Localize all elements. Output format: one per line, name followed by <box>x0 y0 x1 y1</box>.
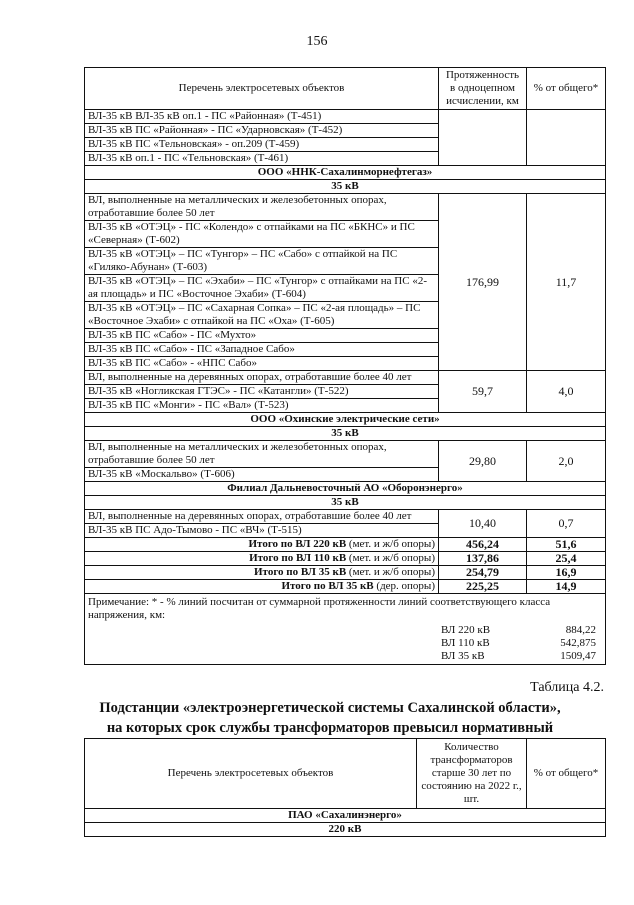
header-objects: Перечень электросетевых объектов <box>85 68 439 110</box>
total-length: 254,79 <box>439 566 527 580</box>
total-row <box>85 566 606 580</box>
line-cell: ВЛ, выполненные на металлических и железобетонных опорах, отработавшие более 50 лет <box>85 441 439 468</box>
caption-line: Подстанции «электроэнергетической системы Сахалинской области», <box>99 700 561 716</box>
percent-cell: 2,0 <box>527 441 606 482</box>
total-percent: 25,4 <box>527 552 606 566</box>
note-label: ВЛ 35 кВ <box>441 650 485 662</box>
note-label: ВЛ 220 кВ <box>441 624 491 636</box>
note-value-row <box>441 650 596 663</box>
voltage-class: 35 кВ <box>85 427 606 441</box>
total-percent: 51,6 <box>527 538 606 552</box>
line-cell: ВЛ-35 кВ ПС «Сабо» - «НПС Сабо» <box>85 357 439 371</box>
total-row <box>85 538 606 552</box>
total-row <box>85 552 606 566</box>
line-cell: ВЛ-35 кВ «ОТЭЦ» – ПС «Сахарная Сопка» – ПС «2-ая площадь» – ПС «Восточное Эхаби» с отпайкой на ПС «Оха» (Т-605) <box>85 302 439 329</box>
length-cell <box>439 110 527 166</box>
org-row <box>85 482 606 496</box>
line-cell: ВЛ-35 кВ ВЛ-35 кВ оп.1 - ПС «Районная» (Т-451) <box>85 110 439 124</box>
voltage-row <box>85 180 606 194</box>
line-cell: ВЛ-35 кВ «Москальво» (Т-606) <box>85 468 439 482</box>
org-name: Филиал Дальневосточный АО «Оборонэнерго» <box>85 482 606 496</box>
note-value: 1509,47 <box>560 650 596 662</box>
line-cell: ВЛ-35 кВ ПС «Сабо» - ПС «Западное Сабо» <box>85 343 439 357</box>
total-length: 456,24 <box>439 538 527 552</box>
header-length: Протяженность в одноцепном исчислении, км <box>439 68 527 110</box>
table-number: Таблица 4.2. <box>530 680 604 695</box>
percent-cell: 4,0 <box>527 371 606 413</box>
line-cell: ВЛ, выполненные на деревянных опорах, отработавшие более 40 лет <box>85 510 439 524</box>
table-row <box>85 441 606 468</box>
table-caption <box>60 698 600 738</box>
total-label: Итого по ВЛ 110 кВ (мет. и ж/б опоры) <box>85 552 439 566</box>
overhead-lines-table <box>84 67 606 665</box>
note-values <box>441 624 596 663</box>
length-cell: 10,40 <box>439 510 527 538</box>
voltage-row <box>85 823 606 837</box>
org-row <box>85 166 606 180</box>
org-row <box>85 413 606 427</box>
voltage-class: 35 кВ <box>85 180 606 194</box>
length-cell: 176,99 <box>439 194 527 371</box>
note-value-row <box>441 637 596 650</box>
line-cell: ВЛ, выполненные на деревянных опорах, отработавшие более 40 лет <box>85 371 439 385</box>
org-name: ПАО «Сахалинэнерго» <box>85 809 606 823</box>
percent-cell: 0,7 <box>527 510 606 538</box>
total-label: Итого по ВЛ 220 кВ (мет. и ж/б опоры) <box>85 538 439 552</box>
line-cell: ВЛ-35 кВ «ОТЭЦ» – ПС «Тунгор» – ПС «Сабо» с отпайкой на ПС «Гиляко-Абунан» (Т-603) <box>85 248 439 275</box>
note-cell <box>85 594 606 665</box>
table-row <box>85 371 606 385</box>
line-cell: ВЛ, выполненные на металлических и железобетонных опорах, отработавшие более 50 лет <box>85 194 439 221</box>
caption-line: на которых срок службы трансформаторов превысил нормативный <box>106 720 554 736</box>
note-row <box>85 594 606 665</box>
table-row <box>85 510 606 524</box>
table-header-row <box>85 68 606 110</box>
line-cell: ВЛ-35 кВ ПС «Сабо» - ПС «Мухто» <box>85 329 439 343</box>
length-cell: 29,80 <box>439 441 527 482</box>
org-name: ООО «Охинские электрические сети» <box>85 413 606 427</box>
org-row <box>85 809 606 823</box>
note-label: ВЛ 110 кВ <box>441 637 490 649</box>
table-row <box>85 110 606 124</box>
percent-cell: 11,7 <box>527 194 606 371</box>
substations-table <box>84 738 606 837</box>
line-cell: ВЛ-35 кВ ПС «Районная» - ПС «Ударновская» (Т-452) <box>85 124 439 138</box>
line-cell: ВЛ-35 кВ оп.1 - ПС «Тельновская» (Т-461) <box>85 152 439 166</box>
total-percent: 14,9 <box>527 580 606 594</box>
total-row <box>85 580 606 594</box>
note-value: 884,22 <box>565 624 596 636</box>
length-cell: 59,7 <box>439 371 527 413</box>
header-percent: % от общего* <box>527 739 606 809</box>
line-cell: ВЛ-35 кВ «Ногликская ГТЭС» - ПС «Катангли» (Т-522) <box>85 385 439 399</box>
line-cell: ВЛ-35 кВ ПС Адо-Тымово - ПС «ВЧ» (Т-515) <box>85 524 439 538</box>
page-number: 156 <box>306 34 328 49</box>
header-count: Количество трансформаторов старше 30 лет по состоянию на 2022 г., шт. <box>417 739 527 809</box>
voltage-class: 35 кВ <box>85 496 606 510</box>
line-cell: ВЛ-35 кВ ПС «Тельновская» - оп.209 (Т-459) <box>85 138 439 152</box>
header-percent: % от общего* <box>527 68 606 110</box>
total-percent: 16,9 <box>527 566 606 580</box>
total-label: Итого по ВЛ 35 кВ (мет. и ж/б опоры) <box>85 566 439 580</box>
line-cell: ВЛ-35 кВ «ОТЭЦ» – ПС «Эхаби» – ПС «Тунгор» с отпайками на ПС «2-ая площадь» и ПС «Восточное Эхаби» (Т-604) <box>85 275 439 302</box>
voltage-class: 220 кВ <box>85 823 606 837</box>
note-value: 542,875 <box>560 637 596 649</box>
percent-cell <box>527 110 606 166</box>
header-objects: Перечень электросетевых объектов <box>85 739 417 809</box>
table-header-row <box>85 739 606 809</box>
org-name: ООО «ННК-Сахалинморнефтегаз» <box>85 166 606 180</box>
voltage-row <box>85 496 606 510</box>
total-length: 225,25 <box>439 580 527 594</box>
line-cell: ВЛ-35 кВ «ОТЭЦ» - ПС «Колендо» с отпайками на ПС «БКНС» и ПС «Северная» (Т-602) <box>85 221 439 248</box>
line-cell: ВЛ-35 кВ ПС «Монги» - ПС «Вал» (Т-523) <box>85 399 439 413</box>
note-text: Примечание: * - % линий посчитан от суммарной протяженности линий соответствующего класса напряжения, км: <box>88 596 551 621</box>
total-label: Итого по ВЛ 35 кВ (дер. опоры) <box>85 580 439 594</box>
total-length: 137,86 <box>439 552 527 566</box>
voltage-row <box>85 427 606 441</box>
note-value-row <box>441 624 596 637</box>
table-row <box>85 194 606 221</box>
